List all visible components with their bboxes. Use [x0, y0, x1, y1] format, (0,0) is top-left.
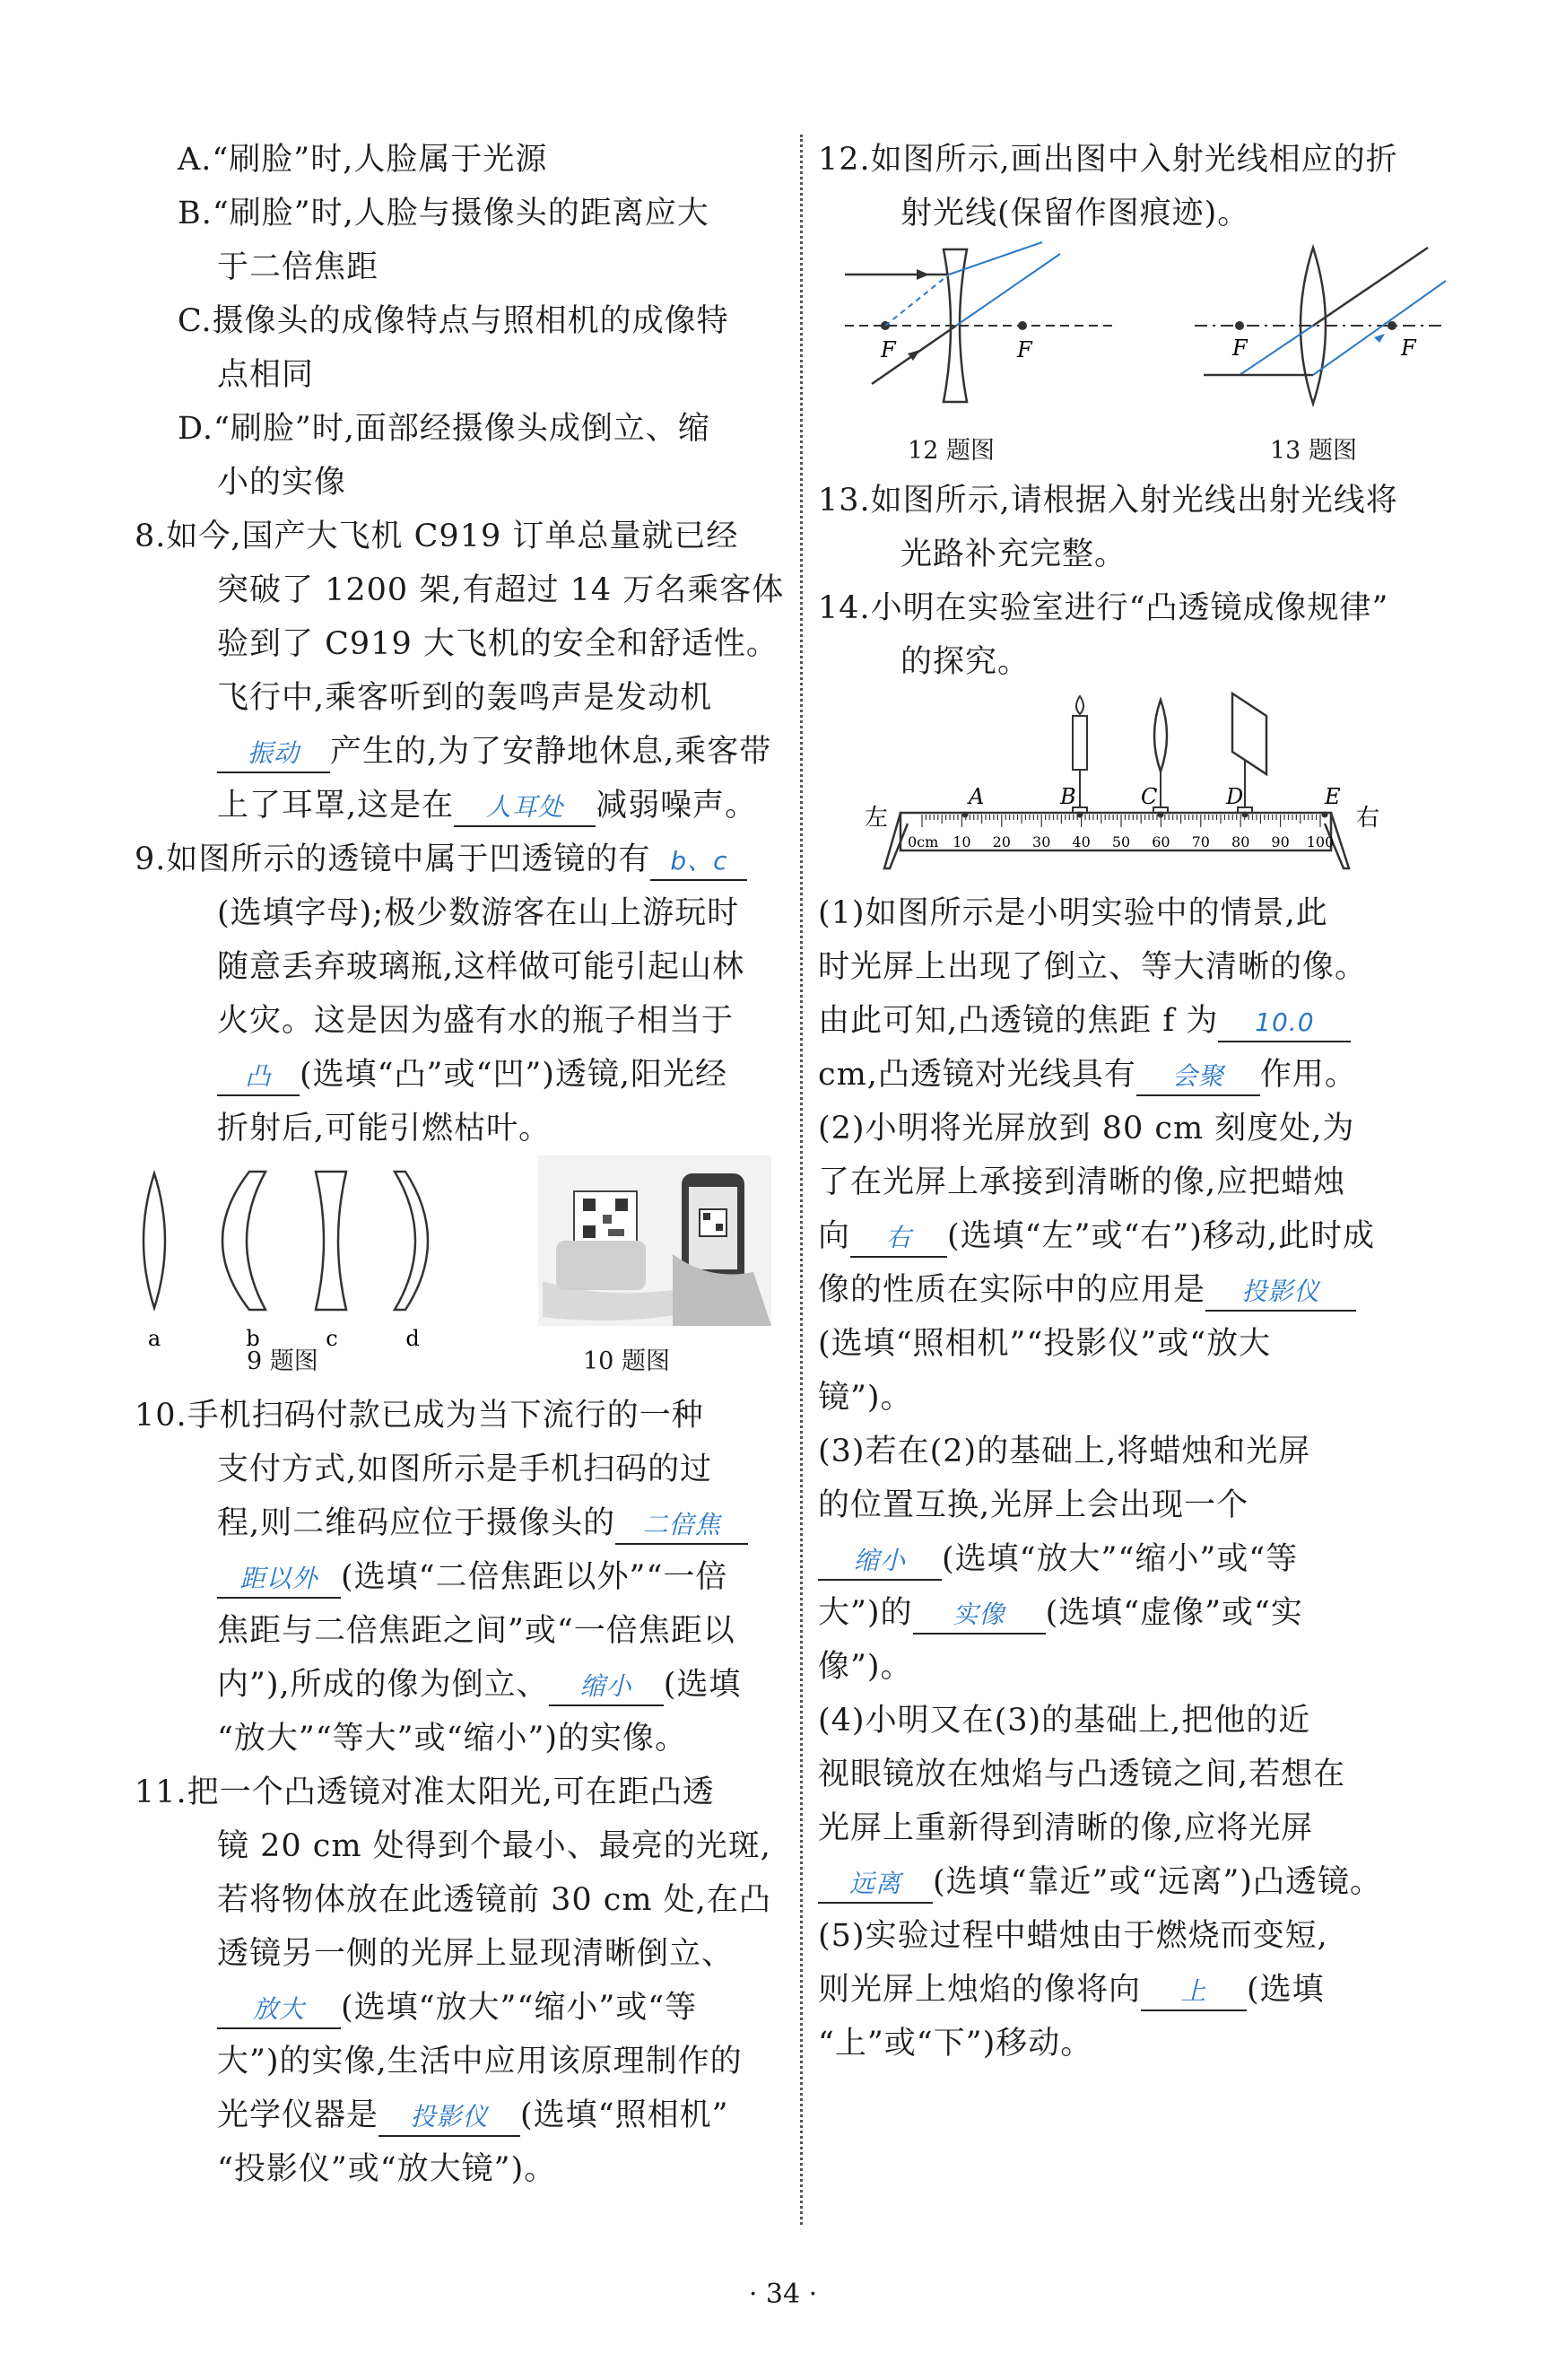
- right-column: [818, 133, 1464, 2071]
- bench-unit: 0cm: [908, 833, 939, 850]
- q9-line-1: [135, 833, 782, 886]
- point-c: C: [1141, 784, 1158, 809]
- point-e: E: [1325, 784, 1341, 809]
- q10-line-2: 支付方式,如图所示是手机扫码的过: [217, 1452, 713, 1487]
- q14-p1-line-4: [818, 1048, 1464, 1102]
- q14-p3-line-2: 的位置互换,光屏上会出现一个: [818, 1487, 1249, 1523]
- q7-option-a: A.“刷脸”时,人脸属于光源: [178, 142, 548, 178]
- q7-option-d: D.“刷脸”时,面部经摄像头成倒立、缩: [178, 411, 710, 447]
- fig12-focal-left: F: [881, 337, 896, 362]
- q14-p2-line-5: (选填“照相机”“投影仪”或“放大: [818, 1326, 1272, 1362]
- q14-p1-line-3: [818, 994, 1464, 1048]
- lens-label-d: d: [405, 1326, 420, 1351]
- q11-line-5-text: (选填“放大”“缩小”或“等: [341, 1990, 698, 2026]
- q7-option-d-cont: 小的实像: [217, 465, 347, 501]
- lens-d: [395, 1172, 428, 1310]
- q8-line-6-tail: 减弱噪声。: [596, 788, 758, 824]
- q12-line-2: 射光线(保留作图痕迹)。: [900, 196, 1250, 231]
- q14-line-1: 14.小明在实验室进行“凸透镜成像规律”: [818, 590, 1389, 626]
- optical-bench-figure: [818, 689, 1464, 886]
- left-column: [135, 133, 785, 2196]
- q10-line-7: “放大”“等大”或“缩小”)的实像。: [217, 1721, 688, 1757]
- q14-p1-line-4-tail: 作用。: [1259, 1057, 1357, 1093]
- q8-line-1: 8.如今,国产大飞机 C919 订单总量就已经: [135, 519, 739, 554]
- q10-line-6: [135, 1658, 782, 1712]
- q14-p2-answer-1[interactable]: 右: [850, 1220, 947, 1258]
- fig13-caption: 13 题图: [1270, 437, 1357, 465]
- q9-line-3: 随意丢弃玻璃瓶,这样做可能引起山林: [217, 949, 745, 985]
- q8-line-5: [135, 725, 782, 779]
- q10-answer-1a[interactable]: 二倍焦: [615, 1507, 748, 1545]
- lens-label-c: c: [326, 1326, 338, 1351]
- q10-line-3: [135, 1496, 782, 1550]
- figures-9-10: [135, 1155, 782, 1380]
- q9-line-5: [135, 1048, 782, 1102]
- fig13-focal-left: F: [1232, 336, 1248, 361]
- bench-tick-label: 20: [992, 833, 1011, 850]
- q14-p3-line-4: [818, 1586, 1464, 1640]
- q7-option-b: B.“刷脸”时,人脸与摄像头的距离应大: [178, 196, 709, 231]
- q14-p2-line-4: [818, 1263, 1464, 1317]
- bench-tick-label: 100: [1306, 833, 1335, 850]
- q11-line-5: [135, 1981, 782, 2035]
- q9-line-4: 火灾。这是因为盛有水的瓶子相当于: [217, 1003, 735, 1039]
- q10-line-4-text: (选填“二倍焦距以外”“一倍: [341, 1559, 728, 1595]
- q7-option-c-cont: 点相同: [217, 357, 315, 393]
- lens-label-b: b: [246, 1326, 260, 1351]
- bench-tick-label: 80: [1231, 833, 1250, 850]
- q11-line-3: 若将物体放在此透镜前 30 cm 处,在凸: [217, 1882, 771, 1918]
- q14-p2-line-3-tail: (选填“左”或“右”)移动,此时成: [947, 1218, 1376, 1254]
- q14-p5-line-2: [818, 1963, 1464, 2017]
- q14-p4-line-4-text: (选填“靠近”或“远离”)凸透镜。: [933, 1864, 1382, 1900]
- q11-line-6: 大”)的实像,生活中应用该原理制作的: [217, 2044, 743, 2079]
- q14-p4-line-4: [818, 1855, 1464, 1909]
- q11-line-7-text: 光学仪器是: [217, 2097, 379, 2133]
- q14-p4-answer-1[interactable]: 远离: [818, 1866, 933, 1904]
- fig13-focal-right: F: [1401, 336, 1416, 361]
- q14-p5-line-2-text: 则光屏上烛焰的像将向: [818, 1972, 1142, 2008]
- q14-p3-answer-2[interactable]: 实像: [913, 1597, 1046, 1635]
- q11-line-2: 镜 20 cm 处得到个最小、最亮的光斑,: [217, 1828, 771, 1864]
- q11-answer-1[interactable]: 放大: [217, 1992, 341, 2029]
- point-b: B: [1060, 784, 1076, 809]
- page-number: · 34 ·: [748, 2279, 818, 2310]
- lens-a: [144, 1173, 165, 1308]
- point-a: A: [969, 784, 985, 809]
- column-divider: [800, 135, 803, 2225]
- q8-line-3: 验到了 C919 大飞机的安全和舒适性。: [217, 626, 779, 662]
- q8-line-4: 飞行中,乘客听到的轰鸣声是发动机: [217, 680, 713, 716]
- q14-p2-line-2: 了在光屏上承接到清晰的像,应把蜡烛: [818, 1164, 1346, 1200]
- point-d: D: [1226, 784, 1244, 809]
- q8-line-5-text: 产生的,为了安静地休息,乘客带: [330, 734, 772, 770]
- q14-p2-line-1: (2)小明将光屏放到 80 cm 刻度处,为: [818, 1111, 1355, 1146]
- q8-line-2: 突破了 1200 架,有超过 14 万名乘客体: [217, 572, 785, 608]
- fig9-caption: 9 题图: [247, 1347, 318, 1375]
- lens-b: [222, 1172, 265, 1310]
- q9-answer-2[interactable]: 凸: [217, 1059, 300, 1096]
- fig12-caption: 12 题图: [908, 437, 995, 465]
- q14-p1-line-4-text: cm,凸透镜对光线具有: [818, 1057, 1136, 1093]
- q14-p3-line-3: [818, 1532, 1464, 1586]
- q14-p3-line-5: 像”)。: [818, 1649, 913, 1685]
- q9-line-5-text: (选填“凸”或“凹”)透镜,阳光经: [300, 1057, 728, 1093]
- q10-line-6-text: 内”),所成的像为倒立、: [217, 1667, 549, 1703]
- q14-p2-answer-2[interactable]: 投影仪: [1205, 1274, 1356, 1312]
- q11-line-7: [135, 2088, 782, 2142]
- q14-p2-line-3: [818, 1209, 1464, 1263]
- q14-p1-line-1: (1)如图所示是小明实验中的情景,此: [818, 895, 1328, 931]
- q14-p3-line-1: (3)若在(2)的基础上,将蜡烛和光屏: [818, 1434, 1311, 1469]
- bench-tick-label: 70: [1191, 833, 1210, 850]
- q11-line-1: 11.把一个凸透镜对准太阳光,可在距凸透: [135, 1774, 715, 1810]
- q14-p5-line-1: (5)实验过程中蜡烛由于燃烧而变短,: [818, 1918, 1328, 1954]
- q7-option-c: C.摄像头的成像特点与照相机的成像特: [178, 303, 729, 339]
- bench-tick-label: 90: [1271, 833, 1290, 850]
- fig10-photo: [538, 1155, 771, 1326]
- q14-p3-line-4-text: 大”)的: [818, 1595, 913, 1631]
- q11-line-7-tail: (选填“照相机”: [520, 2097, 729, 2133]
- q9-line-2: (选填字母);极少数游客在山上游玩时: [217, 895, 740, 931]
- bench-tick-label: 60: [1152, 833, 1170, 850]
- bench-tick-label: 10: [953, 833, 971, 850]
- q8-line-6: [135, 779, 782, 833]
- q9-line-6: 折射后,可能引燃枯叶。: [217, 1111, 552, 1146]
- fig10-caption: 10 题图: [583, 1347, 670, 1375]
- q8-line-6-text: 上了耳罩,这是在: [217, 788, 455, 824]
- q14-p3-answer-1[interactable]: 缩小: [818, 1543, 942, 1581]
- bench-right-label: 右: [1356, 805, 1380, 832]
- q10-answer-1b[interactable]: 距以外: [217, 1561, 341, 1599]
- q8-answer-2[interactable]: 人耳处: [454, 789, 596, 827]
- fig12-focal-right: F: [1017, 337, 1032, 362]
- q7-option-b-cont: 于二倍焦距: [217, 249, 379, 285]
- q14-p1-line-3-text: 由此可知,凸透镜的焦距 f 为: [818, 1003, 1219, 1039]
- q12-line-1: 12.如图所示,画出图中入射光线相应的折: [818, 142, 1398, 178]
- q8-answer-1[interactable]: 振动: [217, 736, 330, 773]
- q14-p3-line-3-text: (选填“放大”“缩小”或“等: [942, 1541, 1299, 1577]
- lens-label-a: a: [147, 1326, 161, 1351]
- q13-line-1: 13.如图所示,请根据入射光线出射光线将: [818, 483, 1398, 519]
- q10-answer-2[interactable]: 缩小: [549, 1669, 664, 1706]
- q14-p5-line-3: “上”或“下”)移动。: [818, 2026, 1093, 2062]
- figures-12-13: [818, 240, 1464, 474]
- q9-answer-1[interactable]: b、c: [650, 843, 747, 881]
- q14-p3-line-4-tail: (选填“虚像”或“实: [1045, 1595, 1303, 1631]
- optical-bench: [818, 689, 1464, 886]
- q11-line-4: 透镜另一侧的光屏上显现清晰倒立、: [217, 1936, 735, 1972]
- q14-p1-answer-1[interactable]: 10.0: [1218, 1005, 1351, 1042]
- q14-p5-answer-1[interactable]: 上: [1141, 1974, 1247, 2011]
- q10-line-4: [135, 1550, 782, 1604]
- bench-tick-label: 40: [1072, 833, 1091, 850]
- q9-line-1-text: 9.如图所示的透镜中属于凹透镜的有: [135, 841, 651, 877]
- bench-left-label: 左: [865, 805, 889, 832]
- fig9-lenses: [135, 1155, 782, 1380]
- q13-line-2: 光路补充完整。: [900, 536, 1127, 572]
- q14-p5-line-2-tail: (选填: [1247, 1972, 1325, 2008]
- q10-line-5: 焦距与二倍焦距之间”或“一倍焦距以: [217, 1613, 735, 1649]
- q14-p4-line-1: (4)小明又在(3)的基础上,把他的近: [818, 1703, 1311, 1739]
- q10-line-6-tail: (选填: [663, 1667, 742, 1703]
- q14-p4-line-3: 光屏上重新得到清晰的像,应将光屏: [818, 1810, 1314, 1846]
- fig12-diagram: [845, 242, 1114, 402]
- q14-p2-line-3-text: 向: [818, 1218, 851, 1254]
- bench-tick-label: 50: [1111, 833, 1131, 850]
- q10-line-3-text: 程,则二维码应位于摄像头的: [217, 1505, 616, 1541]
- lens-c: [316, 1172, 346, 1310]
- fig13-diagram: [1195, 248, 1446, 404]
- q14-p4-line-2: 视眼镜放在烛焰与凸透镜之间,若想在: [818, 1757, 1346, 1792]
- q14-line-2: 的探究。: [900, 644, 1031, 680]
- q14-p1-line-2: 时光屏上出现了倒立、等大清晰的像。: [818, 949, 1368, 985]
- q10-line-1: 10.手机扫码付款已成为当下流行的一种: [135, 1398, 704, 1434]
- q11-line-8: “投影仪”或“放大镜”)。: [217, 2151, 557, 2187]
- bench-tick-label: 30: [1032, 833, 1051, 850]
- q14-p2-line-6: 镜”)。: [818, 1380, 913, 1416]
- q11-answer-2[interactable]: 投影仪: [378, 2099, 520, 2137]
- q14-p2-line-4-text: 像的性质在实际中的应用是: [818, 1272, 1206, 1308]
- q14-p1-answer-2[interactable]: 会聚: [1136, 1059, 1260, 1096]
